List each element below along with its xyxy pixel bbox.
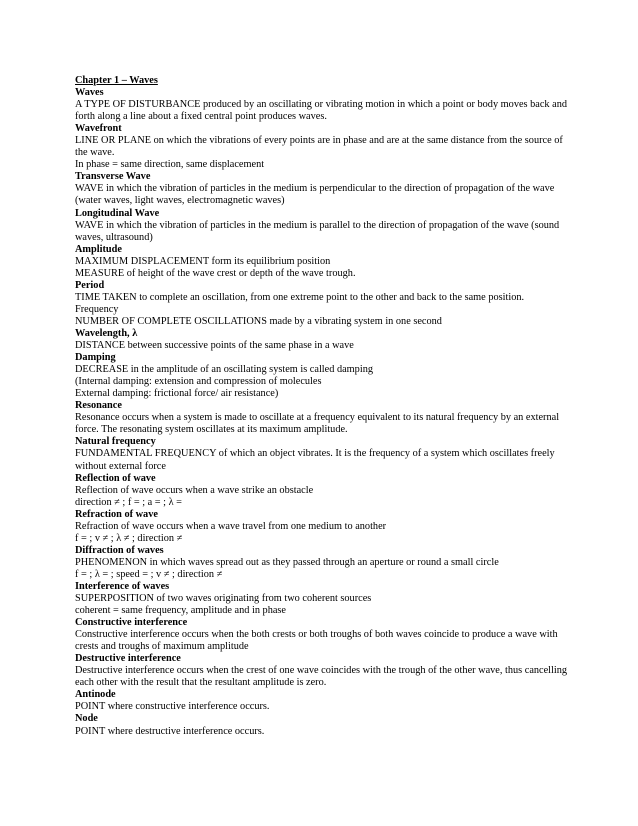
section-heading: Resonance [75,400,122,412]
section-block [75,123,575,171]
section-text: Reflection of wave occurs when a wave strike an obstacle [75,484,314,496]
section-text: A TYPE OF DISTURBANCE produced by an oscillating or vibrating motion in which a point or body moves back and forth along a line about a fixed central point produces waves. [75,99,568,123]
section-block [75,689,575,713]
section-block [75,545,575,581]
section-text: f = ; v ≠ ; λ ≠ ; direction ≠ [75,532,183,544]
section-block [75,436,575,472]
section-text: Constructive interference occurs when the both crests or both troughs of both waves coincide to produce a wave with crests and troughs of maximum amplitude [75,629,558,653]
section-text: WAVE in which the vibration of particles in the medium is parallel to the direction of propagation of the wave (sound waves, ultrasound) [75,219,560,243]
section-block [75,328,575,352]
sections-container [75,87,575,738]
section-block [75,617,575,653]
section-text: DISTANCE between successive points of the same phase in a wave [75,340,354,352]
section-heading: Wavelength, λ [75,327,138,339]
section-heading: Natural frequency [75,436,156,448]
section-text: POINT where constructive interference occurs. [75,701,270,713]
section-heading: Antinode [75,689,116,701]
section-heading: Longitudinal Wave [75,207,160,219]
section-block [75,208,575,244]
section-text: direction ≠ ; f = ; a = ; λ = [75,496,182,508]
section-heading: Damping [75,352,116,364]
section-text: Refraction of wave occurs when a wave travel from one medium to another [75,520,387,532]
section-heading: Transverse Wave [75,171,151,183]
section-heading: Refraction of wave [75,508,158,520]
document-page [75,75,575,738]
section-text: WAVE in which the vibration of particles in the medium is perpendicular to the direction of propagation of the wave (water waves, light waves, electromagnetic waves) [75,183,555,207]
section-text: f = ; λ = ; speed = ; v ≠ ; direction ≠ [75,568,223,580]
section-text: MEASURE of height of the wave crest or depth of the wave trough. [75,267,356,279]
section-text: External damping: frictional force/ air resistance) [75,388,279,400]
section-text: (Internal damping: extension and compression of molecules [75,376,322,388]
section-text: Frequency [75,303,119,315]
section-text: SUPERPOSITION of two waves originating from two coherent sources [75,593,372,605]
section-heading: Diffraction of waves [75,544,164,556]
section-heading: Wavefront [75,123,122,135]
section-heading: Node [75,713,98,725]
section-text: DECREASE in the amplitude of an oscillating system is called damping [75,364,373,376]
section-heading: Period [75,279,105,291]
section-block [75,87,575,123]
section-heading: Interference of waves [75,580,170,592]
section-text: PHENOMENON in which waves spread out as they passed through an aperture or round a small circle [75,556,499,568]
section-heading: Destructive interference [75,653,181,665]
section-text: Destructive interference occurs when the crest of one wave coincides with the trough of the other wave, thus cancelling each other with the result that the resultant amplitude is zero. [75,665,568,689]
section-text: MAXIMUM DISPLACEMENT form its equilibrium position [75,255,331,267]
section-text: NUMBER OF COMPLETE OSCILLATIONS made by a vibrating system in one second [75,315,442,327]
section-heading: Amplitude [75,243,122,255]
section-text: POINT where destructive interference occurs. [75,725,265,737]
section-heading: Waves [75,87,104,99]
section-block [75,400,575,436]
section-heading: Constructive interference [75,617,188,629]
section-block [75,509,575,545]
section-block [75,244,575,280]
section-block [75,713,575,737]
section-block [75,653,575,689]
section-heading: Reflection of wave [75,472,156,484]
section-text: coherent = same frequency, amplitude and in phase [75,605,286,617]
section-block [75,280,575,328]
section-text: In phase = same direction, same displacement [75,159,265,171]
section-text: Resonance occurs when a system is made to oscillate at a frequency equivalent to its natural frequency by an external force. The resonating system oscillates at its maximum amplitude. [75,412,560,436]
section-text: FUNDAMENTAL FREQUENCY of which an object vibrates. It is the frequency of a system which oscillates freely without external force [75,448,555,472]
section-block [75,352,575,400]
section-block [75,581,575,617]
section-block [75,171,575,207]
section-text: LINE OR PLANE on which the vibrations of every points are in phase and are at the same distance from the source of the wave. [75,135,563,159]
section-block [75,473,575,509]
section-text: TIME TAKEN to complete an oscillation, from one extreme point to the other and back to the same position. [75,291,525,303]
chapter-title: Chapter 1 – Waves [75,75,158,86]
